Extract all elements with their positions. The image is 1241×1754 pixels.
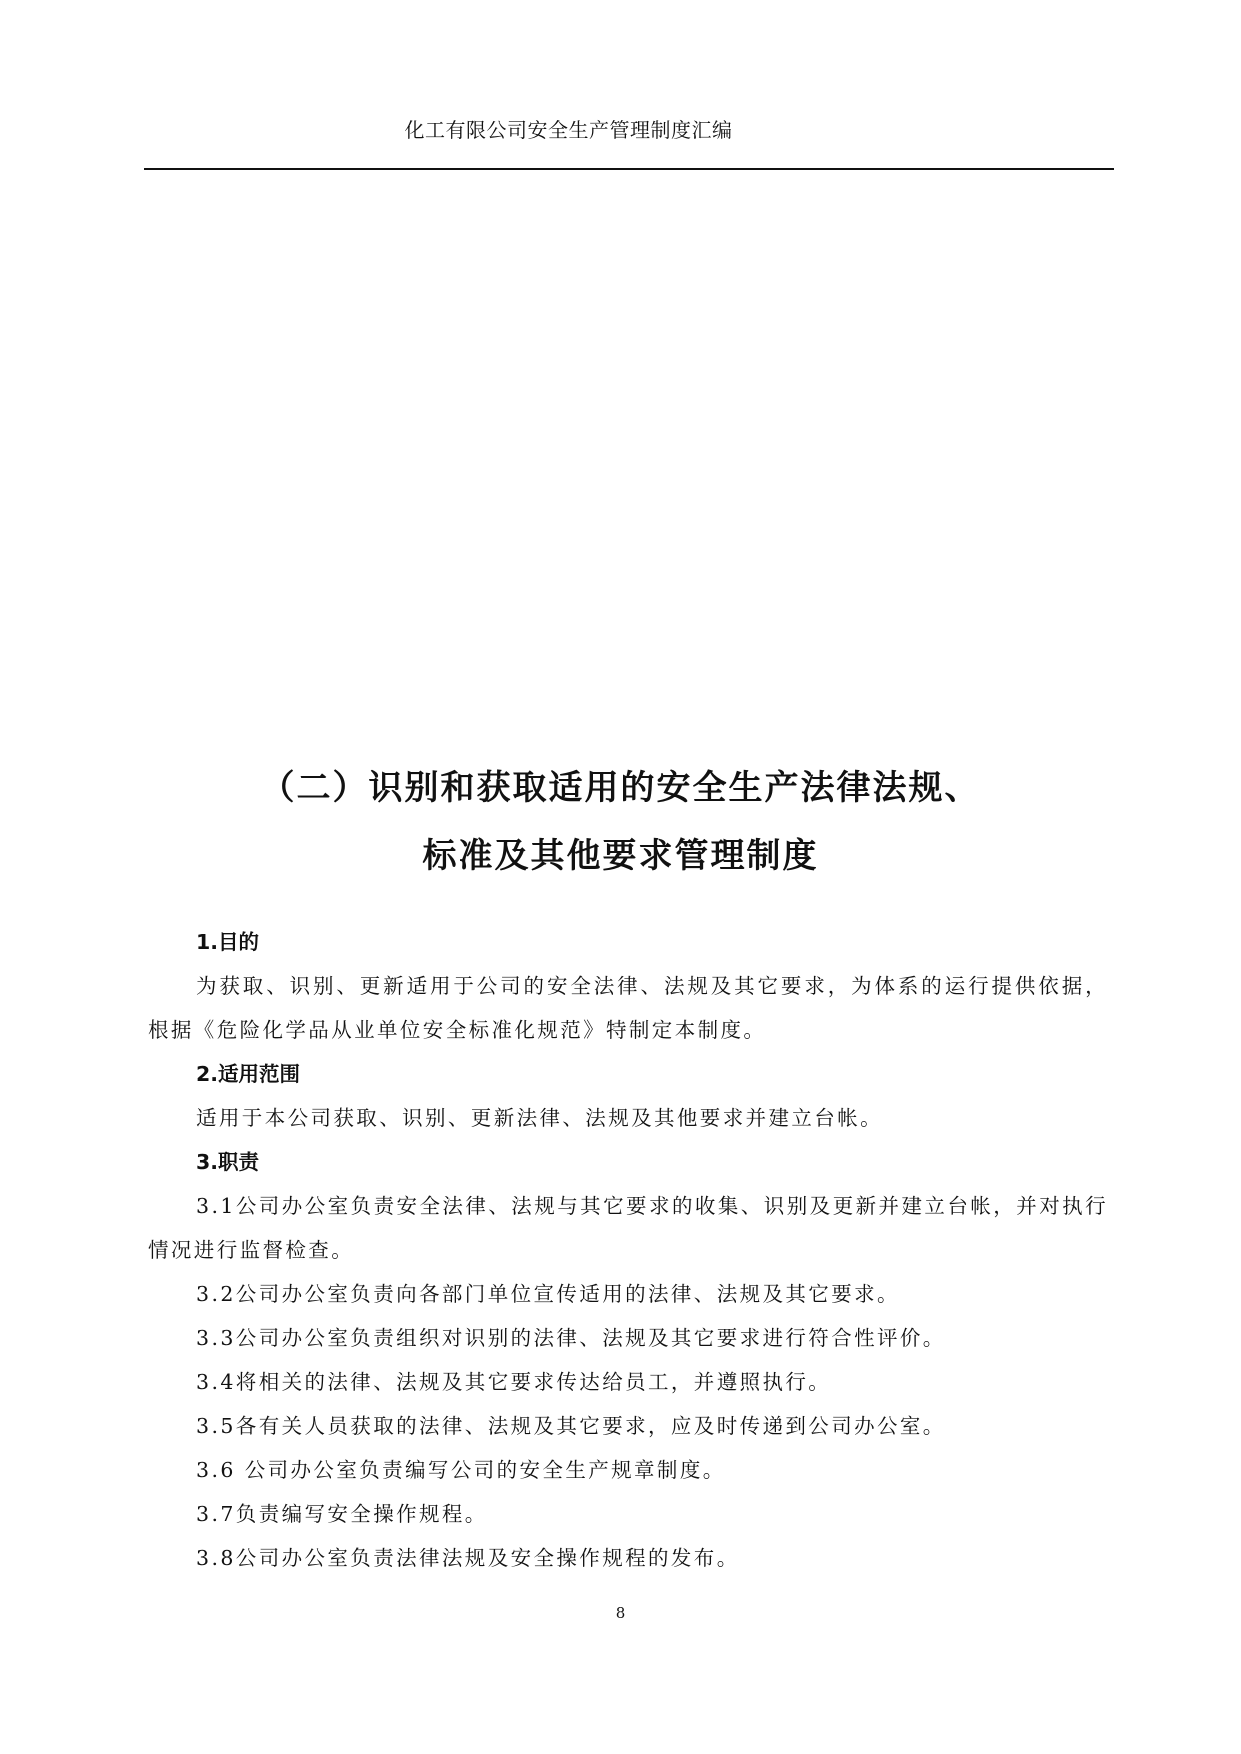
section-text-purpose: 为获取、识别、更新适用于公司的安全法律、法规及其它要求，为体系的运行提供依据，根据《危险化学品从业单位安全标准化规范》特制定本制度。 [148, 974, 1108, 1042]
document-body [148, 920, 1108, 1580]
duty-item: 3.7负责编写安全操作规程。 [196, 1502, 488, 1526]
duty-item: 3.5各有关人员获取的法律、法规及其它要求，应及时传递到公司办公室。 [196, 1414, 946, 1438]
duty-item: 3.1公司办公室负责安全法律、法规与其它要求的收集、识别及更新并建立台帐，并对执行情况进行监督检查。 [148, 1194, 1108, 1262]
page-number: 8 [615, 1604, 626, 1622]
duty-item: 3.3公司办公室负责组织对识别的法律、法规及其它要求进行符合性评价。 [196, 1326, 946, 1350]
section-heading-duties: 3.职责 [196, 1150, 260, 1174]
section-heading-scope: 2.适用范围 [196, 1062, 301, 1086]
section-heading-purpose: 1.目的 [196, 930, 260, 954]
header-title: 化工有限公司安全生产管理制度汇编 [404, 118, 733, 142]
document-title-line-1: （二）识别和获取适用的安全生产法律法规、 [260, 768, 981, 808]
duty-item: 3.4将相关的法律、法规及其它要求传达给员工，并遵照执行。 [196, 1370, 832, 1394]
header-rule [144, 168, 1114, 170]
section-text-scope: 适用于本公司获取、识别、更新法律、法规及其他要求并建立台帐。 [196, 1106, 883, 1130]
duty-item: 3.8公司办公室负责法律法规及安全操作规程的发布。 [196, 1546, 740, 1570]
duty-item: 3.2公司办公室负责向各部门单位宣传适用的法律、法规及其它要求。 [196, 1282, 900, 1306]
duty-item: 3.6 公司办公室负责编写公司的安全生产规章制度。 [196, 1458, 726, 1482]
document-title-line-2: 标准及其他要求管理制度 [422, 836, 819, 876]
running-header [0, 114, 1241, 143]
